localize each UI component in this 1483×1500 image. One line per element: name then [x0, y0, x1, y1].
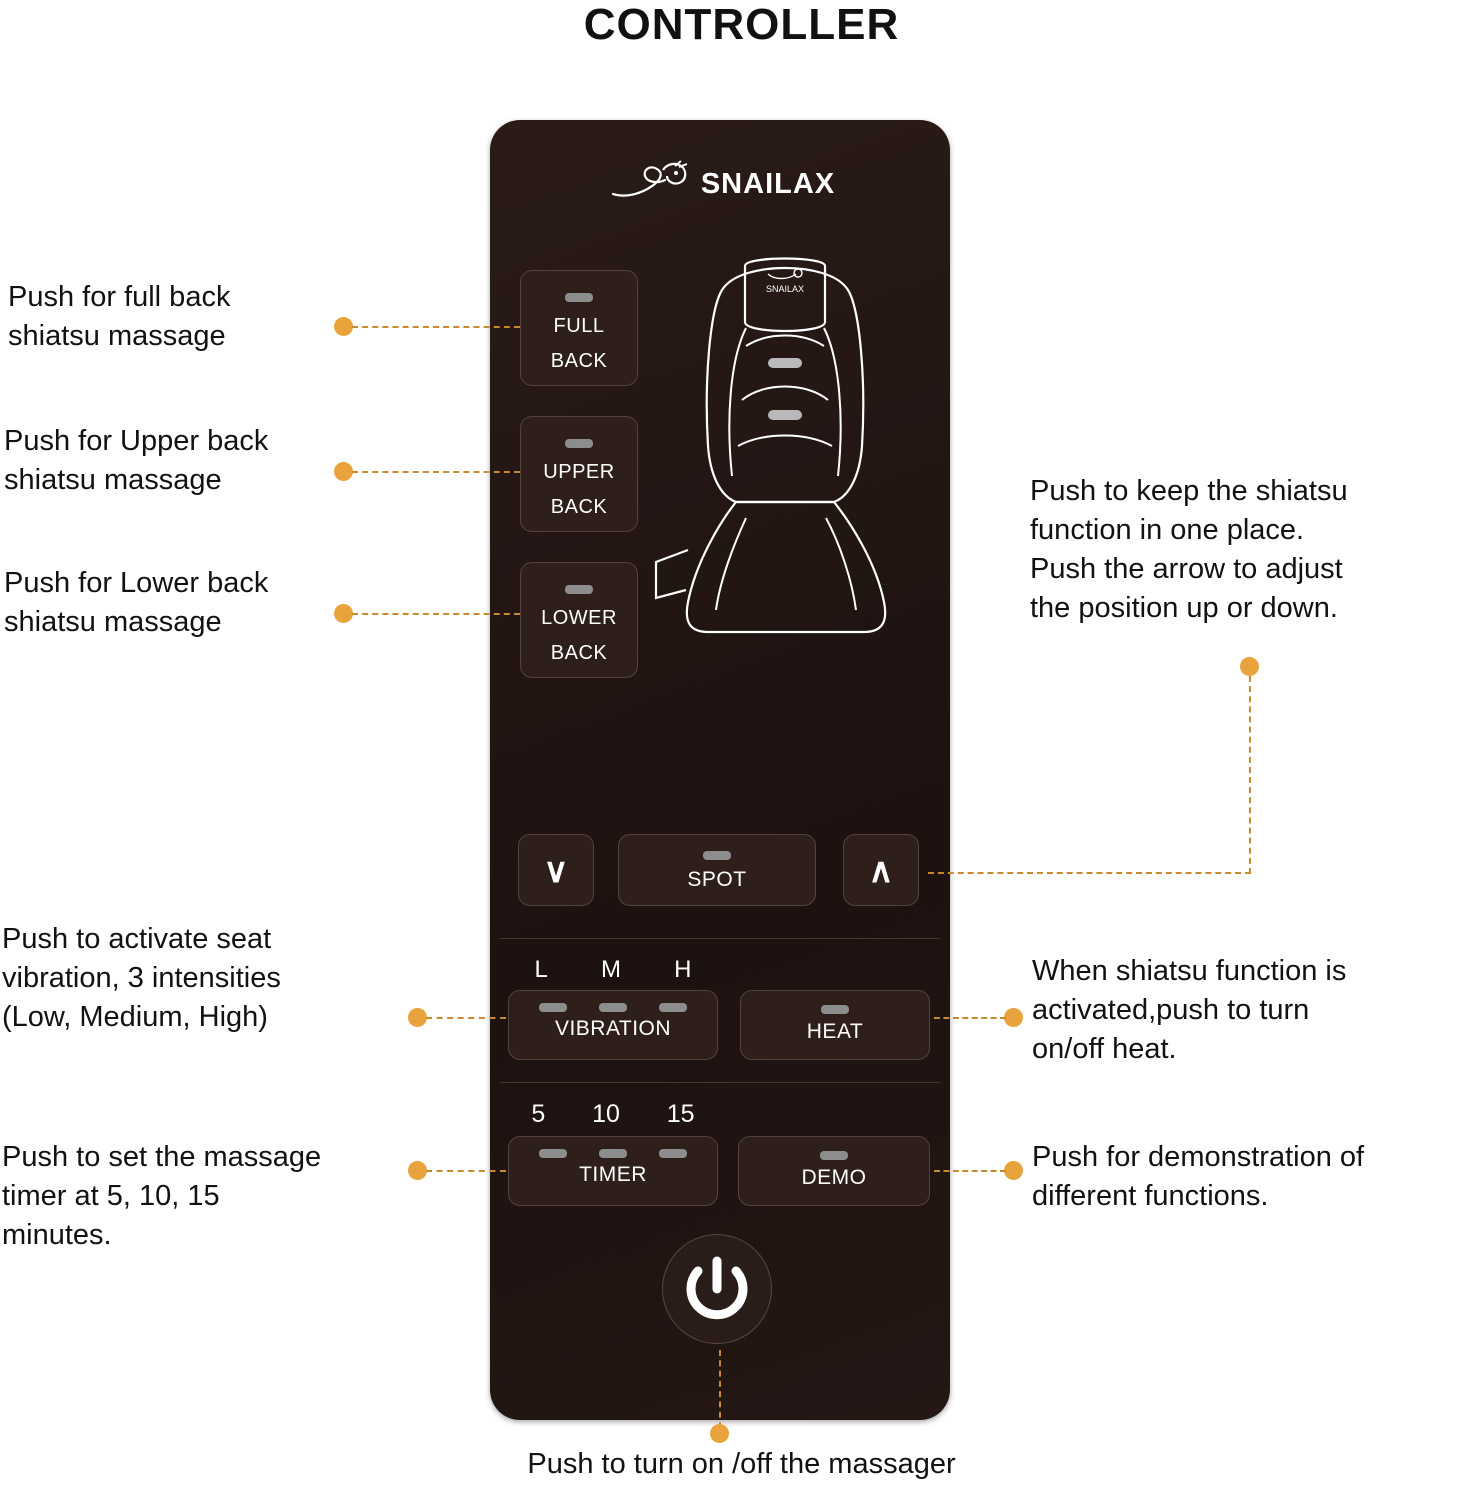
- annotation-heat-line3: on/off heat.: [1032, 1033, 1177, 1066]
- timer-label: TIMER: [579, 1163, 647, 1186]
- connector-dot-heat: [1004, 1008, 1023, 1027]
- full-back-label-line2: BACK: [550, 350, 608, 372]
- power-button[interactable]: [662, 1234, 772, 1344]
- annotation-full-back-line1: Push for full back: [8, 281, 231, 313]
- annotation-spot: [1030, 472, 1480, 629]
- annotation-vibration-line3: (Low, Medium, High): [2, 1001, 268, 1034]
- full-back-button[interactable]: [520, 270, 638, 386]
- annotation-heat-line1: When shiatsu function is: [1032, 955, 1347, 987]
- connector-dot-power: [710, 1424, 729, 1443]
- page-title: CONTROLLER: [583, 0, 900, 49]
- snail-logo-icon: [605, 160, 691, 208]
- heat-led: [821, 1005, 849, 1014]
- vibration-led-low: [539, 1003, 567, 1012]
- annotation-timer-line1: Push to set the massage: [2, 1141, 322, 1173]
- spot-label: SPOT: [687, 868, 747, 891]
- annotation-heat: [1032, 952, 1482, 1069]
- upper-back-label-line1: UPPER: [543, 461, 615, 483]
- annotation-spot-line2: function in one place.: [1030, 514, 1305, 547]
- vibration-label: VIBRATION: [554, 1017, 672, 1040]
- timer-leds: [509, 1137, 717, 1158]
- connector-line-demo: [934, 1170, 1006, 1172]
- connector-line-timer: [426, 1170, 506, 1172]
- timer-value-15: 15: [666, 1100, 695, 1128]
- full-back-led: [565, 293, 593, 302]
- annotation-heat-line2: activated,push to turn: [1032, 994, 1310, 1027]
- svg-text:SNAILAX: SNAILAX: [765, 284, 805, 294]
- massage-chair-illustration: [650, 250, 920, 670]
- demo-led: [820, 1151, 848, 1160]
- annotation-demo: [1032, 1138, 1482, 1216]
- connector-line-power: [719, 1350, 721, 1428]
- vibration-leds: [509, 991, 717, 1012]
- annotation-power: Push to turn on /off the massager: [527, 1448, 956, 1480]
- vibration-led-medium: [599, 1003, 627, 1012]
- upper-back-led: [565, 439, 593, 448]
- vibration-level-medium: M: [601, 956, 621, 983]
- annotation-demo-line2: different functions.: [1032, 1180, 1269, 1213]
- connector-line-lower-back: [352, 613, 520, 615]
- divider-vibration-section: [500, 938, 940, 939]
- vibration-level-high: H: [674, 956, 692, 983]
- connector-line-full-back: [352, 326, 520, 328]
- connector-dot-demo: [1004, 1161, 1023, 1180]
- demo-label: DEMO: [801, 1166, 867, 1189]
- heat-label: HEAT: [806, 1020, 864, 1043]
- down-arrow-button[interactable]: [518, 834, 594, 906]
- heat-button[interactable]: [740, 990, 930, 1060]
- annotation-timer-line3: minutes.: [2, 1219, 112, 1252]
- connector-dot-spot: [1240, 657, 1259, 676]
- annotation-full-back: [8, 278, 348, 356]
- annotation-timer-line2: timer at 5, 10, 15: [2, 1180, 220, 1213]
- connector-line-spot-horizontal: [928, 872, 1251, 874]
- annotation-spot-line1: Push to keep the shiatsu: [1030, 475, 1348, 507]
- connector-dot-lower-back: [334, 604, 353, 623]
- remote-controller-body: [490, 120, 950, 1420]
- timer-led-5: [539, 1149, 567, 1158]
- up-arrow-button[interactable]: [843, 834, 919, 906]
- timer-button[interactable]: [508, 1136, 718, 1206]
- connector-dot-vibration: [408, 1008, 427, 1027]
- vibration-led-high: [659, 1003, 687, 1012]
- lower-back-label-line1: LOWER: [541, 607, 617, 629]
- brand-name: SNAILAX: [700, 167, 836, 200]
- annotation-vibration-line1: Push to activate seat: [2, 923, 272, 955]
- annotation-spot-line4: the position up or down.: [1030, 592, 1338, 625]
- annotation-lower-back-line2: shiatsu massage: [4, 606, 222, 639]
- full-back-label-line1: FULL: [553, 315, 605, 337]
- annotation-lower-back: [4, 564, 384, 642]
- annotation-vibration: [2, 920, 402, 1037]
- annotation-full-back-line2: shiatsu massage: [8, 320, 226, 353]
- annotation-lower-back-line1: Push for Lower back: [4, 567, 269, 599]
- demo-button[interactable]: [738, 1136, 930, 1206]
- connector-dot-upper-back: [334, 462, 353, 481]
- annotation-demo-line1: Push for demonstration of: [1032, 1141, 1365, 1173]
- lower-back-button[interactable]: [520, 562, 638, 678]
- timer-value-labels: [508, 1100, 718, 1129]
- connector-line-heat: [934, 1017, 1006, 1019]
- annotation-upper-back: [4, 422, 384, 500]
- spot-button[interactable]: [618, 834, 816, 906]
- brand-row: [490, 160, 950, 208]
- timer-value-10: 10: [592, 1100, 620, 1128]
- vibration-level-low: L: [534, 956, 548, 983]
- vibration-level-labels: [508, 956, 718, 984]
- connector-dot-timer: [408, 1161, 427, 1180]
- connector-line-vibration: [426, 1017, 506, 1019]
- power-icon: [663, 1330, 771, 1347]
- timer-led-10: [599, 1149, 627, 1158]
- annotation-upper-back-line1: Push for Upper back: [4, 425, 269, 457]
- chevron-up-icon: ∧: [868, 852, 894, 890]
- annotation-upper-back-line2: shiatsu massage: [4, 464, 222, 497]
- upper-back-label-line2: BACK: [550, 496, 608, 518]
- spot-led: [703, 851, 731, 860]
- connector-dot-full-back: [334, 317, 353, 336]
- upper-back-button[interactable]: [520, 416, 638, 532]
- timer-value-5: 5: [531, 1100, 546, 1128]
- connector-line-upper-back: [352, 471, 520, 473]
- chevron-down-icon: ∨: [543, 852, 569, 890]
- vibration-button[interactable]: [508, 990, 718, 1060]
- timer-led-15: [659, 1149, 687, 1158]
- annotation-spot-line3: Push the arrow to adjust: [1030, 553, 1343, 586]
- divider-timer-section: [500, 1082, 940, 1083]
- lower-back-label-line2: BACK: [550, 642, 608, 664]
- lower-back-led: [565, 585, 593, 594]
- annotation-timer: [2, 1138, 412, 1255]
- connector-line-spot-vertical: [1249, 676, 1251, 874]
- annotation-vibration-line2: vibration, 3 intensities: [2, 962, 281, 995]
